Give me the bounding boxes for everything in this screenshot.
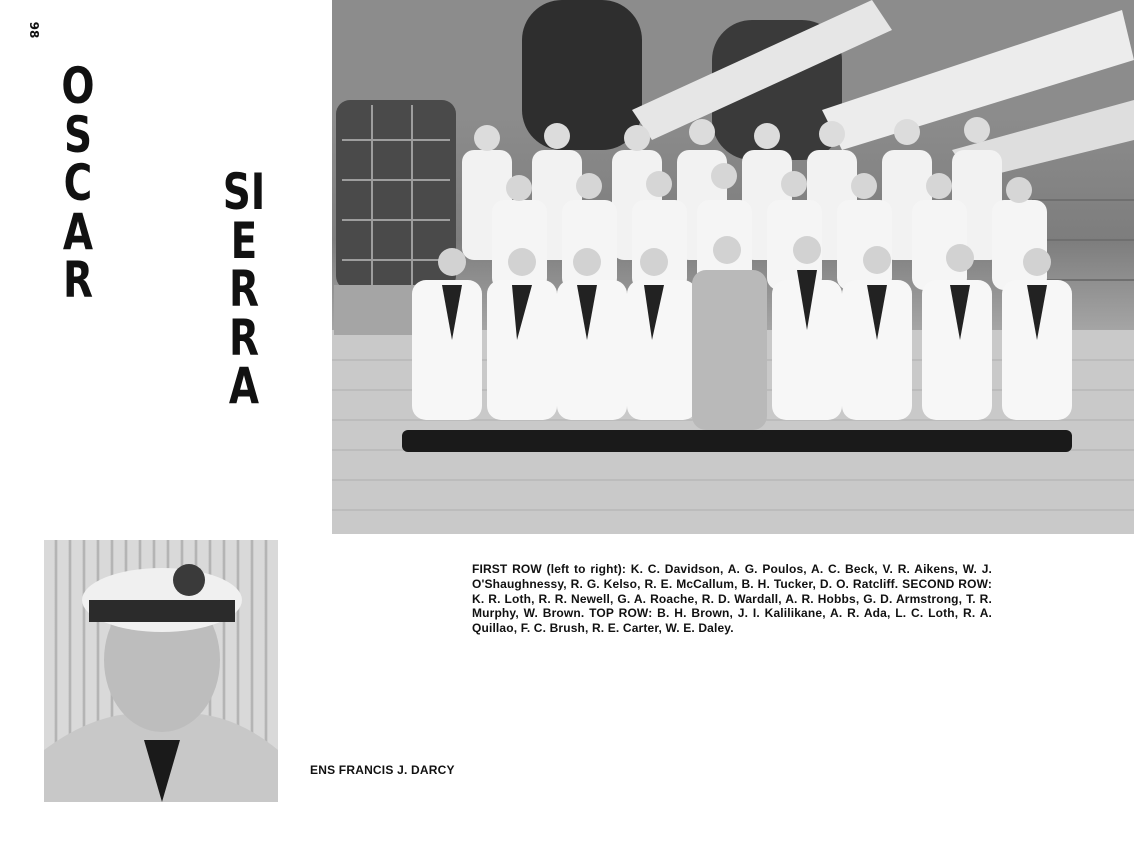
portrait-illustration: [44, 540, 278, 802]
page-number: 98: [27, 21, 41, 39]
heading-sierra: SIERRA: [222, 163, 266, 416]
heading-oscar: OSCAR: [61, 57, 95, 310]
portrait-photo: [44, 540, 278, 802]
group-photo-illustration: [332, 0, 1134, 534]
group-photo: [332, 0, 1134, 534]
group-caption: FIRST ROW (left to right): K. C. Davidson, A. G. Poulos, A. C. Beck, V. R. Aikens, W. J. O'Shaughnessy, R. G. Kelso, R. E. McCallum, B. H. Tucker, D. O. Ratcliff. SECOND ROW: K. R. Loth, R. R. Newell, G. A. Roache, R. D. Wardall, A. R. Hobbs, G. D. Armstrong, T. R. Murphy, W. Brown. TOP ROW: B. H. Brown, J. I. Kalilikane, A. R. Ada, L. C. Loth, R. A. Quillao, F. C. Brush, R. E. Carter, W. E. Daley.: [472, 562, 992, 636]
officer-name: ENS FRANCIS J. DARCY: [310, 763, 455, 777]
